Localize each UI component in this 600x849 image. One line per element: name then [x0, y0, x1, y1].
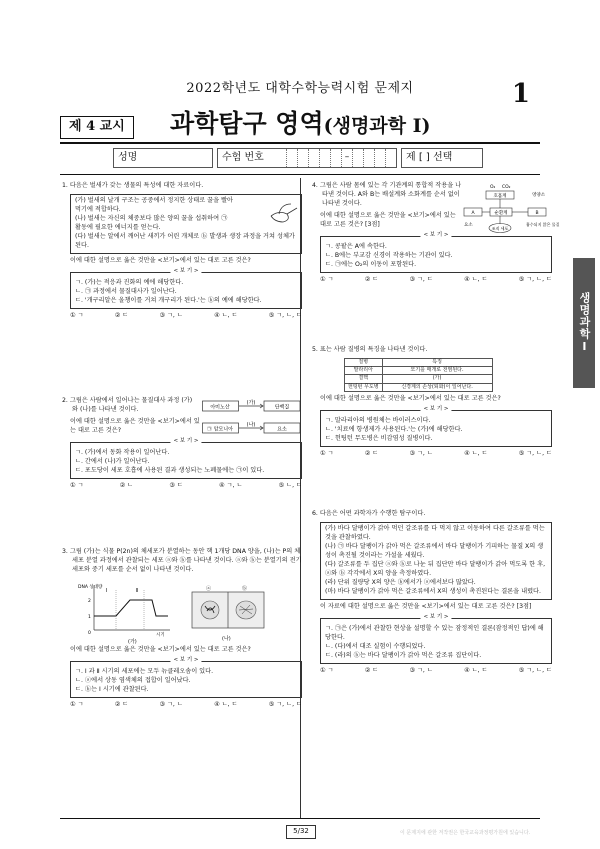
select-field[interactable] — [401, 148, 483, 168]
q3-label-b: ⓑ — [242, 585, 248, 592]
question-1 — [62, 182, 302, 321]
page-indicator: 5/32 — [286, 825, 316, 839]
q3-mark-3: 2 — [88, 598, 91, 604]
table-cell: 질병 — [345, 358, 383, 366]
table-cell: 모기를 매개로 전염된다. — [382, 367, 492, 375]
bogi-label: < 보 기 > — [420, 406, 451, 414]
q4-o2: O₂ — [490, 185, 496, 190]
q5-option-4[interactable]: ④ ㄴ, ㄷ — [464, 449, 488, 457]
q5-table — [344, 358, 493, 392]
q6-panel-item: (가) 바다 달팽이가 갉아 먹던 갈조류를 다 먹지 않고 이동하여 다른 갈조류를 먹는 것을 관찰하였다. — [325, 524, 545, 541]
q2-option-4[interactable]: ④ ㄱ, ㄴ — [219, 481, 243, 489]
q2-node-protein: 단백질 — [274, 404, 290, 411]
q1-bogi-item: ㄱ. (가)는 적응과 진화의 예에 해당한다. — [75, 278, 184, 286]
q4-nutrient: 영양소 — [532, 193, 546, 198]
bogi-label: < 보 기 > — [420, 614, 451, 622]
q4-circulatory: 순환계 — [494, 211, 508, 216]
q4-option-1[interactable]: ① ㄱ — [320, 275, 334, 283]
q1-bogi-box — [70, 267, 302, 309]
q4-bogi-item: ㄷ. ㉠에는 O₂의 이동이 포함된다. — [325, 260, 417, 268]
table-row — [345, 375, 493, 383]
info-rule — [60, 174, 540, 175]
q3-option-1[interactable]: ① ㄱ — [70, 700, 84, 708]
q2-bogi-item: ㄴ. 간에서 (나)가 일어난다. — [75, 457, 150, 465]
q3-figure — [74, 578, 294, 644]
q2-bogi-item: ㄷ. 포도당이 세포 호흡에 사용된 결과 생성되는 노폐물에는 ㉠이 있다. — [75, 466, 265, 474]
exam-title: 2022학년도 대학수학능력시험 문제지 — [186, 81, 414, 96]
q1-panel-item: (다) 벌새는 알에서 깨어난 새끼가 어린 개체로 ⓑ 발생과 생장 과정을 거쳐 성체가 된다. — [75, 232, 295, 249]
q4-bogi-item: ㄱ. 콩팥은 A에 속한다. — [325, 242, 387, 250]
q4-question: 이에 대한 설명으로 옳은 것만을 <보기>에서 있는 대로 고른 것은? [3점] — [320, 211, 456, 228]
q3-bogi-item: ㄴ. ⓐ에서 상동 염색체의 접합이 일어났다. — [75, 676, 191, 684]
q4-respiratory: 호흡계 — [493, 194, 507, 199]
page-total: 32 — [299, 827, 309, 835]
q3-mark-2: Ⅱ — [136, 587, 139, 594]
select-label: 제 [ ] 선택 — [406, 151, 453, 163]
table-cell: (가) — [382, 375, 492, 383]
subject-name: (생명과학 Ⅰ) — [323, 115, 431, 137]
table-cell: 특징 — [382, 358, 492, 366]
q5-bogi-item: ㄴ. '치료에 항생제가 사용된다.'는 (가)에 해당한다. — [325, 425, 463, 433]
q5-bogi-box — [320, 405, 552, 447]
q6-option-5[interactable]: ⑤ ㄱ, ㄴ, ㄷ — [518, 666, 552, 674]
page-number: 1 — [511, 79, 530, 109]
q3-stem: 3. 그림 (가)는 식물 P(2n)의 체세포가 분열하는 동안 핵 1개당 DNA 양을, (나)는 P의 체세포 분열 과정에서 관찰되는 세포 ⓐ와 ⓑ를 나타낸 것이다. ⓐ와 ⓑ는 분열기의 전기 세포와 중기 세포를 순서 없이 나타낸 것이다. — [62, 548, 302, 573]
question-6 — [312, 510, 552, 676]
q3-graph-xlabel: 시기 — [156, 632, 165, 638]
table-row — [345, 358, 493, 366]
q1-bogi-item: ㄷ. '개구리알은 올챙이를 거쳐 개구리가 된다.'는 ⓑ의 예에 해당한다. — [75, 296, 262, 304]
q2-option-2[interactable]: ② ㄴ — [119, 481, 134, 489]
q6-panel-item: (나) ㉠ 바다 달팽이가 갉아 먹은 갈조류에서 바다 달팽이가 기피하는 물질 X의 생성이 촉진될 것이라는 가설을 세웠다. — [325, 542, 544, 559]
q5-bogi-item: ㄱ. 말라리아의 병원체는 바이러스이다. — [325, 416, 431, 424]
footer-rule — [60, 818, 540, 819]
table-cell: 결핵 — [345, 375, 383, 383]
table-row — [345, 367, 493, 375]
q2-process-na: (나) — [246, 422, 256, 428]
q4-co2: CO₂ — [502, 185, 511, 190]
q2-options — [62, 482, 302, 491]
q2-bogi-item: ㄱ. (가)에서 동화 작용이 일어난다. — [75, 448, 170, 456]
q2-option-1[interactable]: ① ㄱ — [70, 481, 84, 489]
bogi-label: < 보 기 > — [170, 268, 201, 276]
q3-label-a: ⓐ — [206, 585, 212, 592]
question-2 — [62, 397, 302, 491]
q4-option-3[interactable]: ③ ㄱ, ㄷ — [409, 275, 433, 283]
q6-option-4[interactable]: ④ ㄴ, ㄷ — [464, 666, 488, 674]
copyright-notice: 이 문제지에 관한 저작권은 한국교육과정평가원에 있습니다. — [400, 830, 531, 836]
candidate-info-bar — [113, 148, 483, 168]
area-name: 과학탐구 영역 — [170, 109, 324, 138]
q5-question: 이에 대한 설명으로 옳은 것만을 <보기>에서 있는 대로 고른 것은? — [320, 394, 501, 402]
q6-option-3[interactable]: ③ ㄱ, ㄴ — [409, 666, 433, 674]
q4-option-2[interactable]: ② ㄷ — [364, 275, 379, 283]
q2-process-ga: (가) — [246, 400, 256, 406]
exam-number-cells — [286, 149, 396, 167]
bogi-label: < 보 기 > — [170, 438, 201, 446]
q6-panel-item: (라) 단위 질량당 X의 양은 ⓑ에서가 ⓐ에서보다 많았다. — [325, 578, 476, 586]
table-cell: 헌팅턴 무도병 — [345, 383, 383, 391]
q2-node-ammonia: ㉠ 암모니아 — [207, 426, 233, 433]
table-cell: 신경계의 손상(퇴화)이 일어난다. — [382, 383, 492, 391]
q3-mark-1: Ⅰ — [106, 587, 108, 594]
q6-question: 이 자료에 대한 설명으로 옳은 것만을 <보기>에서 있는 대로 고른 것은? [3점] — [320, 602, 532, 610]
name-label: 성명 — [118, 151, 138, 163]
q3-label-ga: (가) — [128, 638, 137, 645]
q2-stem: 2. 그림은 사람에서 일어나는 물질대사 과정 (가)와 (나)를 나타낸 것이다. — [62, 397, 193, 413]
q3-option-5[interactable]: ⑤ ㄱ, ㄴ, ㄷ — [268, 700, 302, 708]
q6-bogi-item: ㄴ. (다)에서 대조 실험이 수행되었다. — [325, 642, 426, 650]
q1-options — [62, 312, 302, 321]
q1-stem: 1. 다음은 벌새가 갖는 생물의 특성에 대한 자료이다. — [62, 182, 204, 189]
q6-option-1[interactable]: ① ㄱ — [320, 666, 334, 674]
bogi-label: < 보 기 > — [170, 657, 201, 665]
q4-bogi-item: ㄴ. B에는 부교감 신경이 작용하는 기관이 있다. — [325, 251, 453, 259]
q4-organ-system-diagram — [462, 182, 560, 244]
q6-panel — [320, 522, 552, 600]
bogi-label: < 보 기 > — [420, 232, 451, 240]
q1-panel-item: (가) 벌새의 날개 구조는 공중에서 정지한 상태로 꿀을 빨아먹기에 적합하다. — [75, 196, 234, 213]
q1-option-3[interactable]: ③ ㄱ, ㄴ — [159, 311, 183, 319]
question-5 — [312, 346, 552, 459]
q3-bogi-box — [70, 656, 302, 698]
q1-option-2[interactable]: ② ㄷ — [114, 311, 129, 319]
q6-panel-item: (마) 바다 달팽이가 갉아 먹은 갈조류에서 X의 생성이 촉진된다는 결론을 내렸다. — [325, 587, 541, 595]
session-label: 제 4 교시 — [60, 116, 134, 139]
page-current: 5 — [293, 827, 298, 835]
subject-side-tab: 생명과학Ⅰ — [573, 258, 595, 388]
table-row — [345, 383, 493, 391]
q1-option-4[interactable]: ④ ㄴ, ㄷ — [214, 311, 238, 319]
q3-bogi-item: ㄱ. Ⅰ 과 Ⅱ 시기의 세포에는 모두 뉴클레오솜이 있다. — [75, 667, 214, 675]
q3-mark-4: 1 — [88, 614, 91, 620]
q5-options — [312, 450, 552, 459]
table-cell: 말라리아 — [345, 367, 383, 375]
q1-question: 이에 대한 설명으로 옳은 것만을 <보기>에서 있는 대로 고른 것은? — [70, 256, 251, 264]
q3-mark-5: 0 — [88, 630, 91, 636]
q2-node-urea: 요소 — [277, 426, 287, 433]
header-rule — [60, 142, 540, 144]
q3-option-3[interactable]: ③ ㄱ, ㄴ — [159, 700, 183, 708]
q5-option-3[interactable]: ③ ㄱ, ㄴ — [409, 449, 433, 457]
exam-number-field[interactable] — [217, 148, 397, 168]
q2-bogi-box — [70, 437, 302, 479]
question-4 — [312, 182, 560, 285]
q6-option-2[interactable]: ② ㄷ — [364, 666, 379, 674]
q3-options — [62, 701, 302, 710]
q1-panel-item: (나) 벌새는 자신의 체중보다 많은 양의 꿀을 섭취하여 ㉠ 활동에 필요한 에너지를 얻는다. — [75, 214, 228, 231]
q6-options — [312, 667, 552, 676]
q4-option-4[interactable]: ④ ㄴ, ㄷ — [464, 275, 488, 283]
q2-option-5[interactable]: ⑤ ㄴ, ㄷ — [278, 481, 302, 489]
q5-bogi-item: ㄷ. 헌팅턴 무도병은 비감염성 질병이다. — [325, 434, 433, 442]
q3-bogi-item: ㄷ. ⓑ는 Ⅰ 시기에 관찰된다. — [75, 685, 149, 693]
q2-node-amino-acid: 아미노산 — [210, 404, 230, 411]
q3-option-2[interactable]: ② ㄷ — [114, 700, 129, 708]
q5-stem: 5. 표는 사람 질병의 특징을 나타낸 것이다. — [312, 346, 428, 353]
q4-urea: 요소 — [464, 223, 473, 228]
q1-option-5[interactable]: ⑤ ㄱ, ㄴ, ㄷ — [268, 311, 302, 319]
q4-bogi-box — [320, 231, 552, 273]
q6-bogi-item: ㄷ. (라)의 ⓑ는 바다 달팽이가 갉아 먹은 갈조류 집단이다. — [325, 651, 482, 659]
q4-stem: 4. 그림은 사람 몸에 있는 각 기관계의 통합적 작용을 나타낸 것이다. A와 B는 배설계와 소화계를 순서 없이 나타낸 것이다. — [312, 182, 462, 207]
q4-option-5[interactable]: ⑤ ㄱ, ㄴ, ㄷ — [518, 275, 552, 283]
hummingbird-illustration — [267, 202, 301, 226]
q2-metabolism-diagram — [202, 399, 302, 437]
q4-node-b: B — [535, 211, 539, 216]
q6-stem: 6. 다음은 어떤 과학자가 수행한 탐구이다. — [312, 510, 426, 517]
q4-unabsorbed: 흡수되지 않은 물질 — [526, 222, 560, 227]
exam-number-label: 수험 번호 — [222, 151, 264, 163]
q3-label-na: (나) — [222, 635, 231, 642]
question-3 — [62, 548, 302, 710]
name-field[interactable] — [113, 148, 213, 168]
q5-option-2[interactable]: ② ㄷ — [364, 449, 379, 457]
q5-option-5[interactable]: ⑤ ㄱ, ㄴ, ㄷ — [518, 449, 552, 457]
q6-bogi-item: ㄱ. ㉠은 (가)에서 관찰한 현상을 설명할 수 있는 잠정적인 결론(잠정적인 답)에 해당한다. — [325, 624, 544, 641]
q1-option-1[interactable]: ① ㄱ — [70, 311, 84, 319]
q3-question: 이에 대한 설명으로 옳은 것만을 <보기>에서 있는 대로 고른 것은? — [70, 645, 251, 653]
q2-question: 이에 대한 설명으로 옳은 것만을 <보기>에서 있는 대로 고른 것은? — [70, 417, 200, 434]
q1-bogi-item: ㄴ. ㉠ 과정에서 물질대사가 일어난다. — [75, 287, 177, 295]
q1-panel — [70, 194, 302, 254]
q6-panel-item: (다) 갈조류를 두 집단 ⓐ와 ⓑ로 나눈 뒤 집단만 바다 달팽이가 갉아 먹도록 한 후, ⓐ와 ⓑ 각각에서 X의 양을 측정하였다. — [325, 560, 546, 577]
area-title — [170, 106, 431, 142]
exam-number-dash: – — [341, 149, 352, 167]
q5-option-1[interactable]: ① ㄱ — [320, 449, 334, 457]
q3-option-4[interactable]: ④ ㄴ, ㄷ — [214, 700, 238, 708]
q6-bogi-box — [320, 613, 552, 664]
q3-graph-ylabel: DNA 상대량 — [78, 584, 103, 590]
q4-tissue-cell: 조직 세포 — [491, 226, 509, 231]
q2-option-3[interactable]: ③ ㄷ — [169, 481, 183, 489]
q4-node-a: A — [471, 211, 475, 216]
q4-options — [312, 276, 552, 285]
